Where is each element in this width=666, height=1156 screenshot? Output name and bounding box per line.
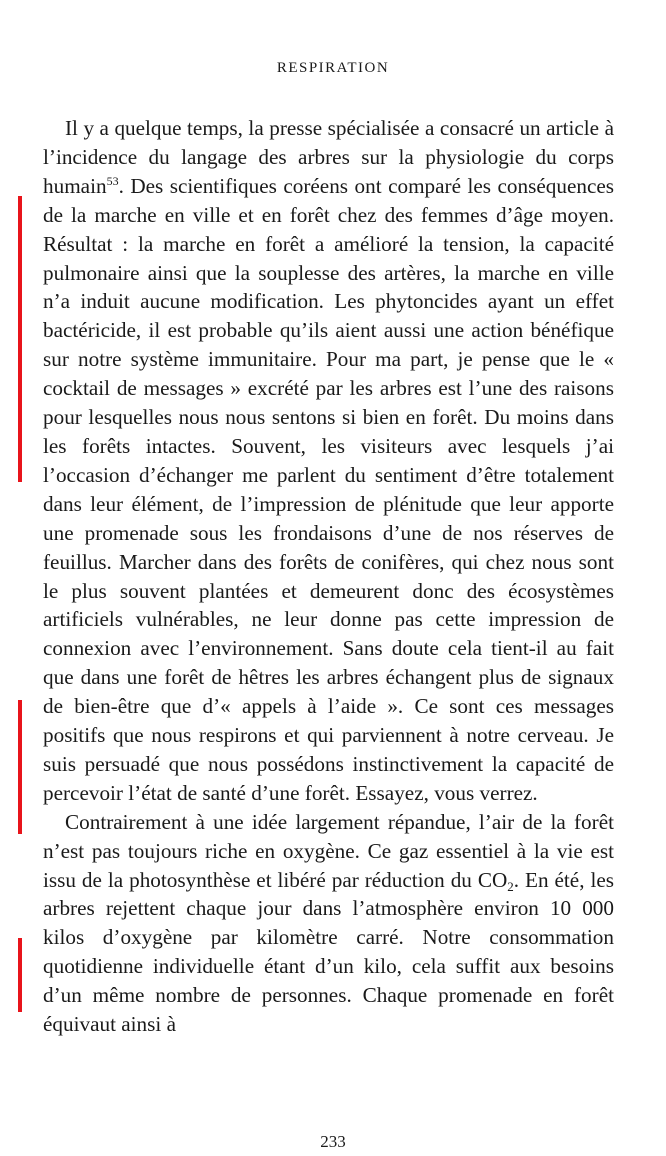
- paragraph-2-text-a: Contrairement à une idée largement répandue, l’air de la forêt n’est pas toujours riche en oxygène. Ce gaz essentiel à la vie est issu de la photosynthèse et libéré par réduction du CO: [43, 809, 614, 892]
- page-number: 233: [320, 1132, 346, 1151]
- margin-highlight-bar: [18, 700, 22, 834]
- paragraph-2: [43, 808, 614, 1039]
- chemical-subscript: 2: [507, 878, 514, 894]
- margin-highlight-bar: [18, 196, 22, 482]
- paragraph-2-text-b: . En été, les arbres rejettent chaque jour dans l’atmosphère environ 10 000 kilos d’oxygène par kilomètre carré. Notre consommation quotidienne individuelle étant d’un kilo, cela suffit aux besoins d’un même nombre de personnes. Chaque promenade en forêt équivaut ainsi à: [43, 867, 614, 1037]
- paragraph-1-text-b: . Des scientifiques coréens ont comparé les conséquences de la marche en ville et en forêt chez des femmes d’âge moyen. Résultat : la marche en forêt a amélioré la tension, la capacité pulmonaire ainsi que la souplesse des artères, la marche en ville n’a induit aucune modification. Les phytoncides ayant un effet bactéricide, il est probable qu’ils aient aussi une action bénéfique sur notre système immunitaire. Pour ma part, je pense que le « cocktail de messages » excrété par les arbres est l’une des raisons pour lesquelles nous nous sentons si bien en forêt. Du moins dans les forêts intactes. Souvent, les visiteurs avec lesquels j’ai l’occasion d’échanger me parlent du sentiment d’être totalement dans leur élément, de l’impression de plénitude que leur apporte une promenade sous les frondaisons d’une de nos réserves de feuillus. Marcher dans des forêts de conifères, qui chez nous sont le plus souvent plantées et demeurent donc des écosystèmes artificiels vulnérables, ne leur donne pas cette impression de connexion avec l’environnement. Sans doute cela tient-il au fait que dans une forêt de hêtres les arbres échangent plus de signaux de bien-être que d’« appels à l’aide ». Ce sont ces messages positifs que nous respirons et qui parviennent à notre cerveau. Je suis persuadé que nous possédons instinctivement la capacité de percevoir l’état de santé d’une forêt. Essayez, vous verrez.: [43, 173, 614, 805]
- paragraph-1: [43, 114, 614, 808]
- margin-highlight-bar: [18, 938, 22, 1012]
- body-text: [43, 114, 614, 1039]
- footnote-reference: 53: [106, 173, 119, 188]
- running-header: RESPIRATION: [276, 60, 390, 76]
- paragraph-1-text-a: Il y a quelque temps, la presse spécialisée a consacré un article à l’incidence du langage des arbres sur la physiologie du corps humain: [43, 116, 614, 198]
